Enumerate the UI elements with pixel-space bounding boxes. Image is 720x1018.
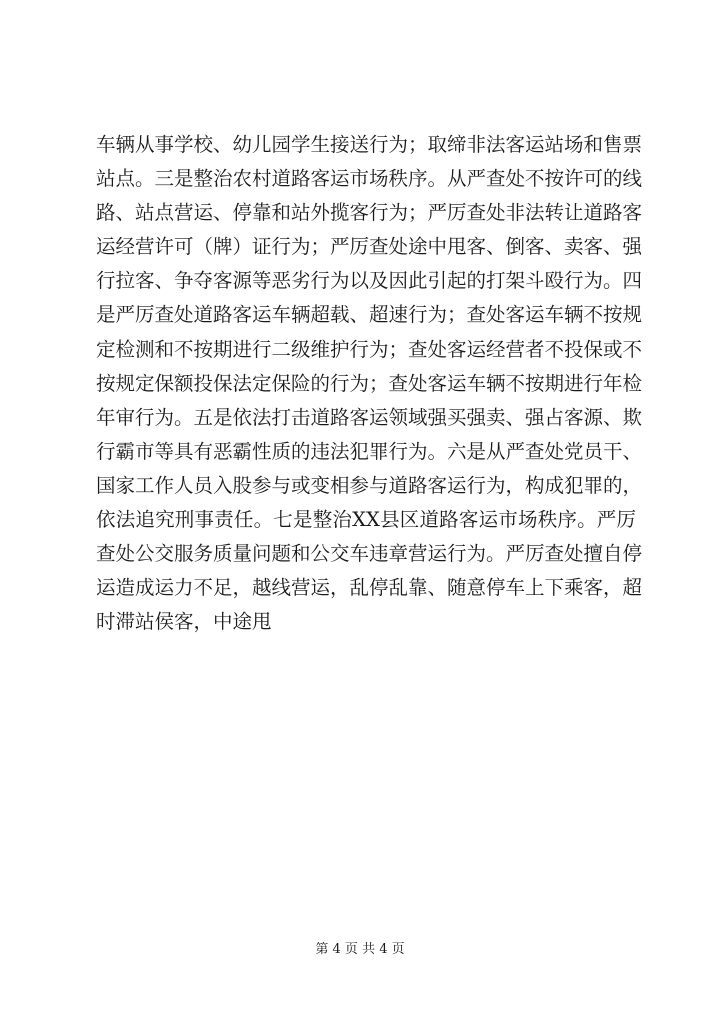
- body-text: [96, 128, 643, 639]
- text-line: 行拉客、争夺客源等恶劣行为以及因此引起的打架斗殴行为。四: [96, 269, 643, 293]
- text-line: 查处公交服务质量问题和公交车违章营运行为。严厉查处擅自停: [96, 542, 643, 566]
- text-line: 站点。三是整治农村道路客运市场秩序。从严查处不按许可的线: [96, 167, 643, 191]
- page-number-footer: 第 4 页 共 4 页: [315, 942, 405, 957]
- text-line: 年审行为。五是依法打击道路客运领域强买强卖、强占客源、欺: [96, 405, 643, 429]
- text-line: 运造成运力不足，越线营运，乱停乱靠、随意停车上下乘客，超: [96, 576, 643, 600]
- text-line: 车辆从事学校、幼儿园学生接送行为；取缔非法客运站场和售票: [96, 133, 643, 156]
- text-line: 时滞站侯客，中途甩: [96, 610, 272, 634]
- text-line: 运经营许可（牌）证行为；严厉查处途中甩客、倒客、卖客、强: [96, 235, 643, 259]
- text-line: 是严厉查处道路客运车辆超载、超速行为；查处客运车辆不按规: [96, 303, 643, 327]
- text-line: 行霸市等具有恶霸性质的违法犯罪行为。六是从严查处党员干、: [96, 439, 643, 463]
- text-line: 国家工作人员入股参与或变相参与道路客运行为，构成犯罪的，: [96, 473, 643, 497]
- text-line: 定检测和不按期进行二级维护行为；查处客运经营者不投保或不: [96, 337, 643, 361]
- text-line: 按规定保额投保法定保险的行为；查处客运车辆不按期进行年检: [96, 371, 643, 395]
- text-line: 路、站点营运、停靠和站外揽客行为；严厉查处非法转让道路客: [96, 201, 643, 225]
- text-line: 依法追究刑事责任。七是整治XX县区道路客运市场秩序。严厉: [96, 508, 636, 532]
